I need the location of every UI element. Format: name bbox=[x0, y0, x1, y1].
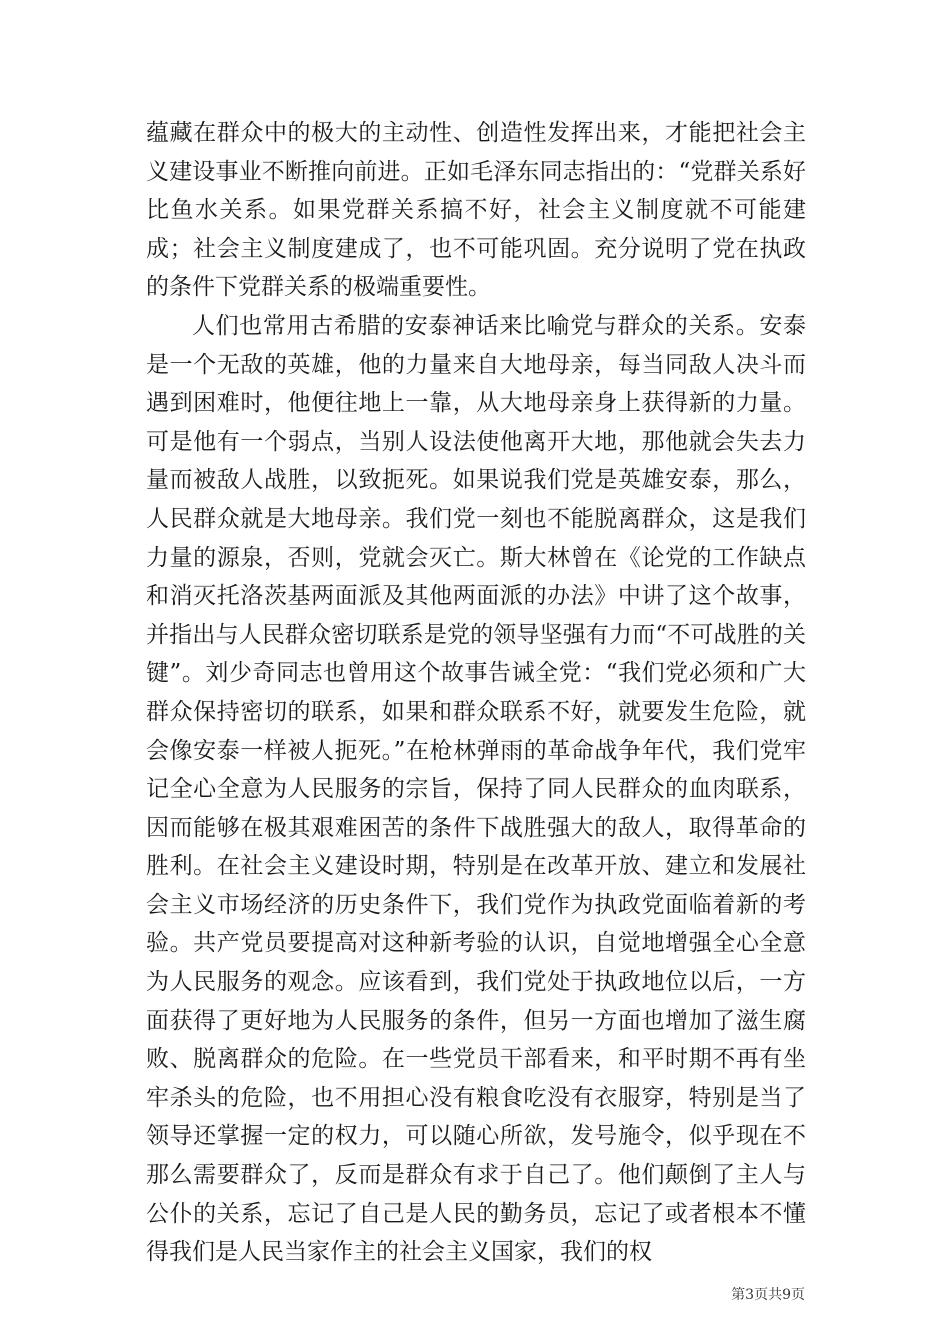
page-number-footer: 第3页共9页 bbox=[731, 1287, 805, 1303]
paragraph-continued: 蕴藏在群众中的极大的主动性、创造性发挥出来，才能把社会主义建设事业不断推向前进。正如毛泽东同志指出的：“党群关系好比鱼水关系。如果党群关系搞不好，社会主义制度就不可能建成；社会主义制度建成了，也不可能巩固。充分说明了党在执政的条件下党群关系的极端重要性。 bbox=[146, 120, 806, 301]
paragraph-antaeus-metaphor: 人们也常用古希腊的安泰神话来比喻党与群众的关系。安泰是一个无敌的英雄，他的力量来自大地母亲，每当同敌人决斗而遇到困难时，他便往地上一靠，从大地母亲身上获得新的力量。可是他有一个弱点，当别人设法使他离开大地，那他就会失去力量而被敌人战胜，以致扼死。如果说我们党是英雄安泰，那么，人民群众就是大地母亲。我们党一刻也不能脱离群众，这是我们力量的源泉，否则，党就会灭亡。斯大林曾在《论党的工作缺点和消灭托洛茨基两面派及其他两面派的办法》中讲了这个故事，并指出与人民群众密切联系是党的领导坚强有力而“不可战胜的关键”。刘少奇同志也曾用这个故事告诫全党：“我们党必须和广大群众保持密切的联系，如果和群众联系不好，就要发生危险，就会像安泰一样被人扼死。”在枪林弹雨的革命战争年代，我们党牢记全心全意为人民服务的宗旨，保持了同人民群众的血肉联系，因而能够在极其艰难困苦的条件下战胜强大的敌人，取得革命的胜利。在社会主义建设时期，特别是在改革开放、建立和发展社会主义市场经济的历史条件下，我们党作为执政党面临着新的考验。共产党员要提高对这种新考验的认识，自觉地增强全心全意为人民服务的观念。应该看到，我们党处于执政地位以后，一方面获得了更好地为人民服务的条件，但另一方面也增加了滋生腐败、脱离群众的危险。在一些党员干部看来，和平时期不再有坐牢杀头的危险，也不用担心没有粮食吃没有衣服穿，特别是当了领导还掌握一定的权力，可以随心所欲，发号施令，似乎现在不那么需要群众了，反而是群众有求于自己了。他们颠倒了主人与公仆的关系，忘记了自己是人民的勤务员，忘记了或者根本不懂得我们是人民当家作主的社会主义国家，我们的权 bbox=[146, 312, 806, 1266]
document-body bbox=[146, 114, 806, 1272]
